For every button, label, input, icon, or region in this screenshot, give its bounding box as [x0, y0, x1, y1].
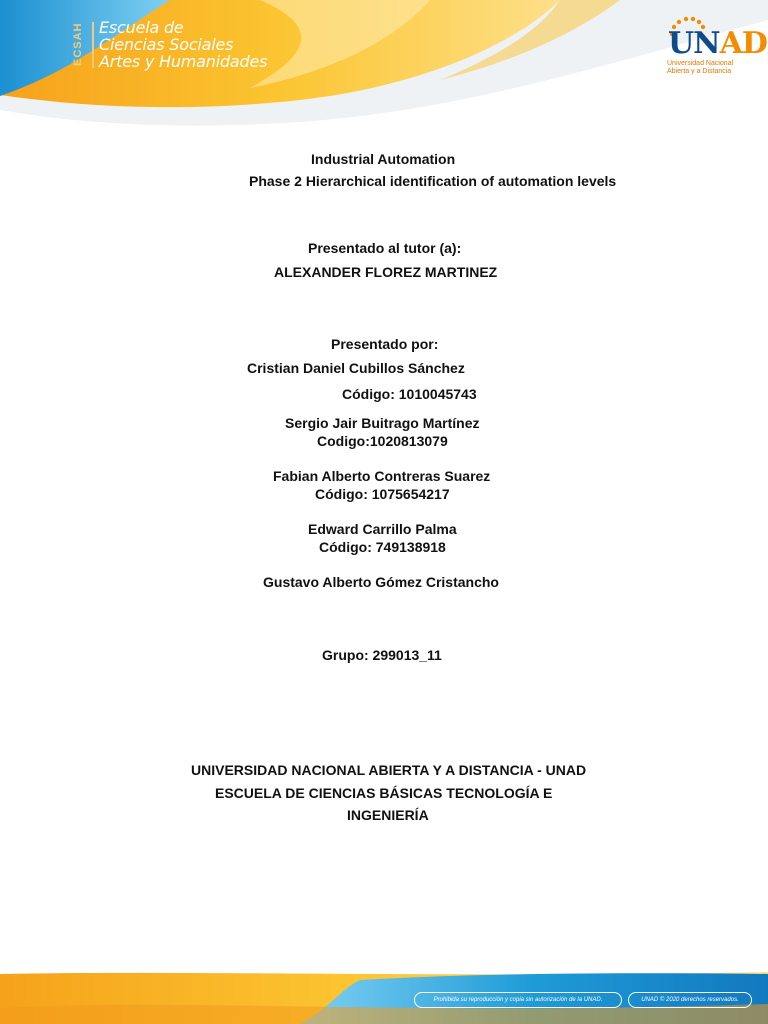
school-divider	[92, 22, 94, 68]
tutor-name: ALEXANDER FLOREZ MARTINEZ	[274, 264, 498, 280]
unad-wordmark-un: UN	[668, 26, 720, 61]
institution-line: ESCUELA DE CIENCIAS BÁSICAS TECNOLOGÍA E	[215, 785, 553, 801]
tutor-label: Presentado al tutor (a):	[308, 240, 462, 256]
student-name: Cristian Daniel Cubillos Sánchez	[247, 360, 465, 376]
student-name: Gustavo Alberto Gómez Cristancho	[263, 574, 499, 590]
course-title: Industrial Automation	[311, 151, 456, 167]
presented-by-label: Presentado por:	[331, 336, 439, 352]
footer-notice: Prohibida su reproducción y copia sin autorización de la UNAD.	[414, 992, 622, 1008]
institution-line: INGENIERÍA	[347, 807, 429, 823]
school-tag: ECSAH	[72, 22, 84, 66]
student-code: Código: 1010045743	[342, 386, 477, 402]
student-name: Edward Carrillo Palma	[308, 521, 457, 537]
group-label: Grupo: 299013_11	[322, 647, 442, 663]
student-name: Sergio Jair Buitrago Martínez	[285, 415, 480, 431]
school-name-line-3: Artes y Humanidades	[99, 52, 268, 71]
school-name-line-1: Escuela de	[99, 18, 184, 37]
institution-line: UNIVERSIDAD NACIONAL ABIERTA Y A DISTANCIA - UNAD	[191, 762, 587, 778]
phase-title: Phase 2 Hierarchical identification of automation levels	[249, 173, 617, 189]
school-name-line-2: Ciencias Sociales	[99, 35, 234, 54]
student-code: Codigo:1020813079	[317, 433, 448, 449]
unad-wordmark	[668, 26, 767, 61]
footer-copyright: UNAD © 2020 derechos reservados.	[628, 992, 752, 1008]
page-footer	[0, 968, 768, 1024]
page-header	[0, 0, 768, 135]
student-name: Fabian Alberto Contreras Suarez	[273, 468, 491, 484]
unad-subtitle-line-1: Universidad Nacional	[667, 60, 734, 67]
unad-subtitle-line-2: Abierta y a Distancia	[667, 68, 732, 75]
unad-wordmark-ad: AD	[719, 26, 767, 61]
student-code: Código: 749138918	[319, 539, 446, 555]
student-code: Código: 1075654217	[315, 486, 450, 502]
